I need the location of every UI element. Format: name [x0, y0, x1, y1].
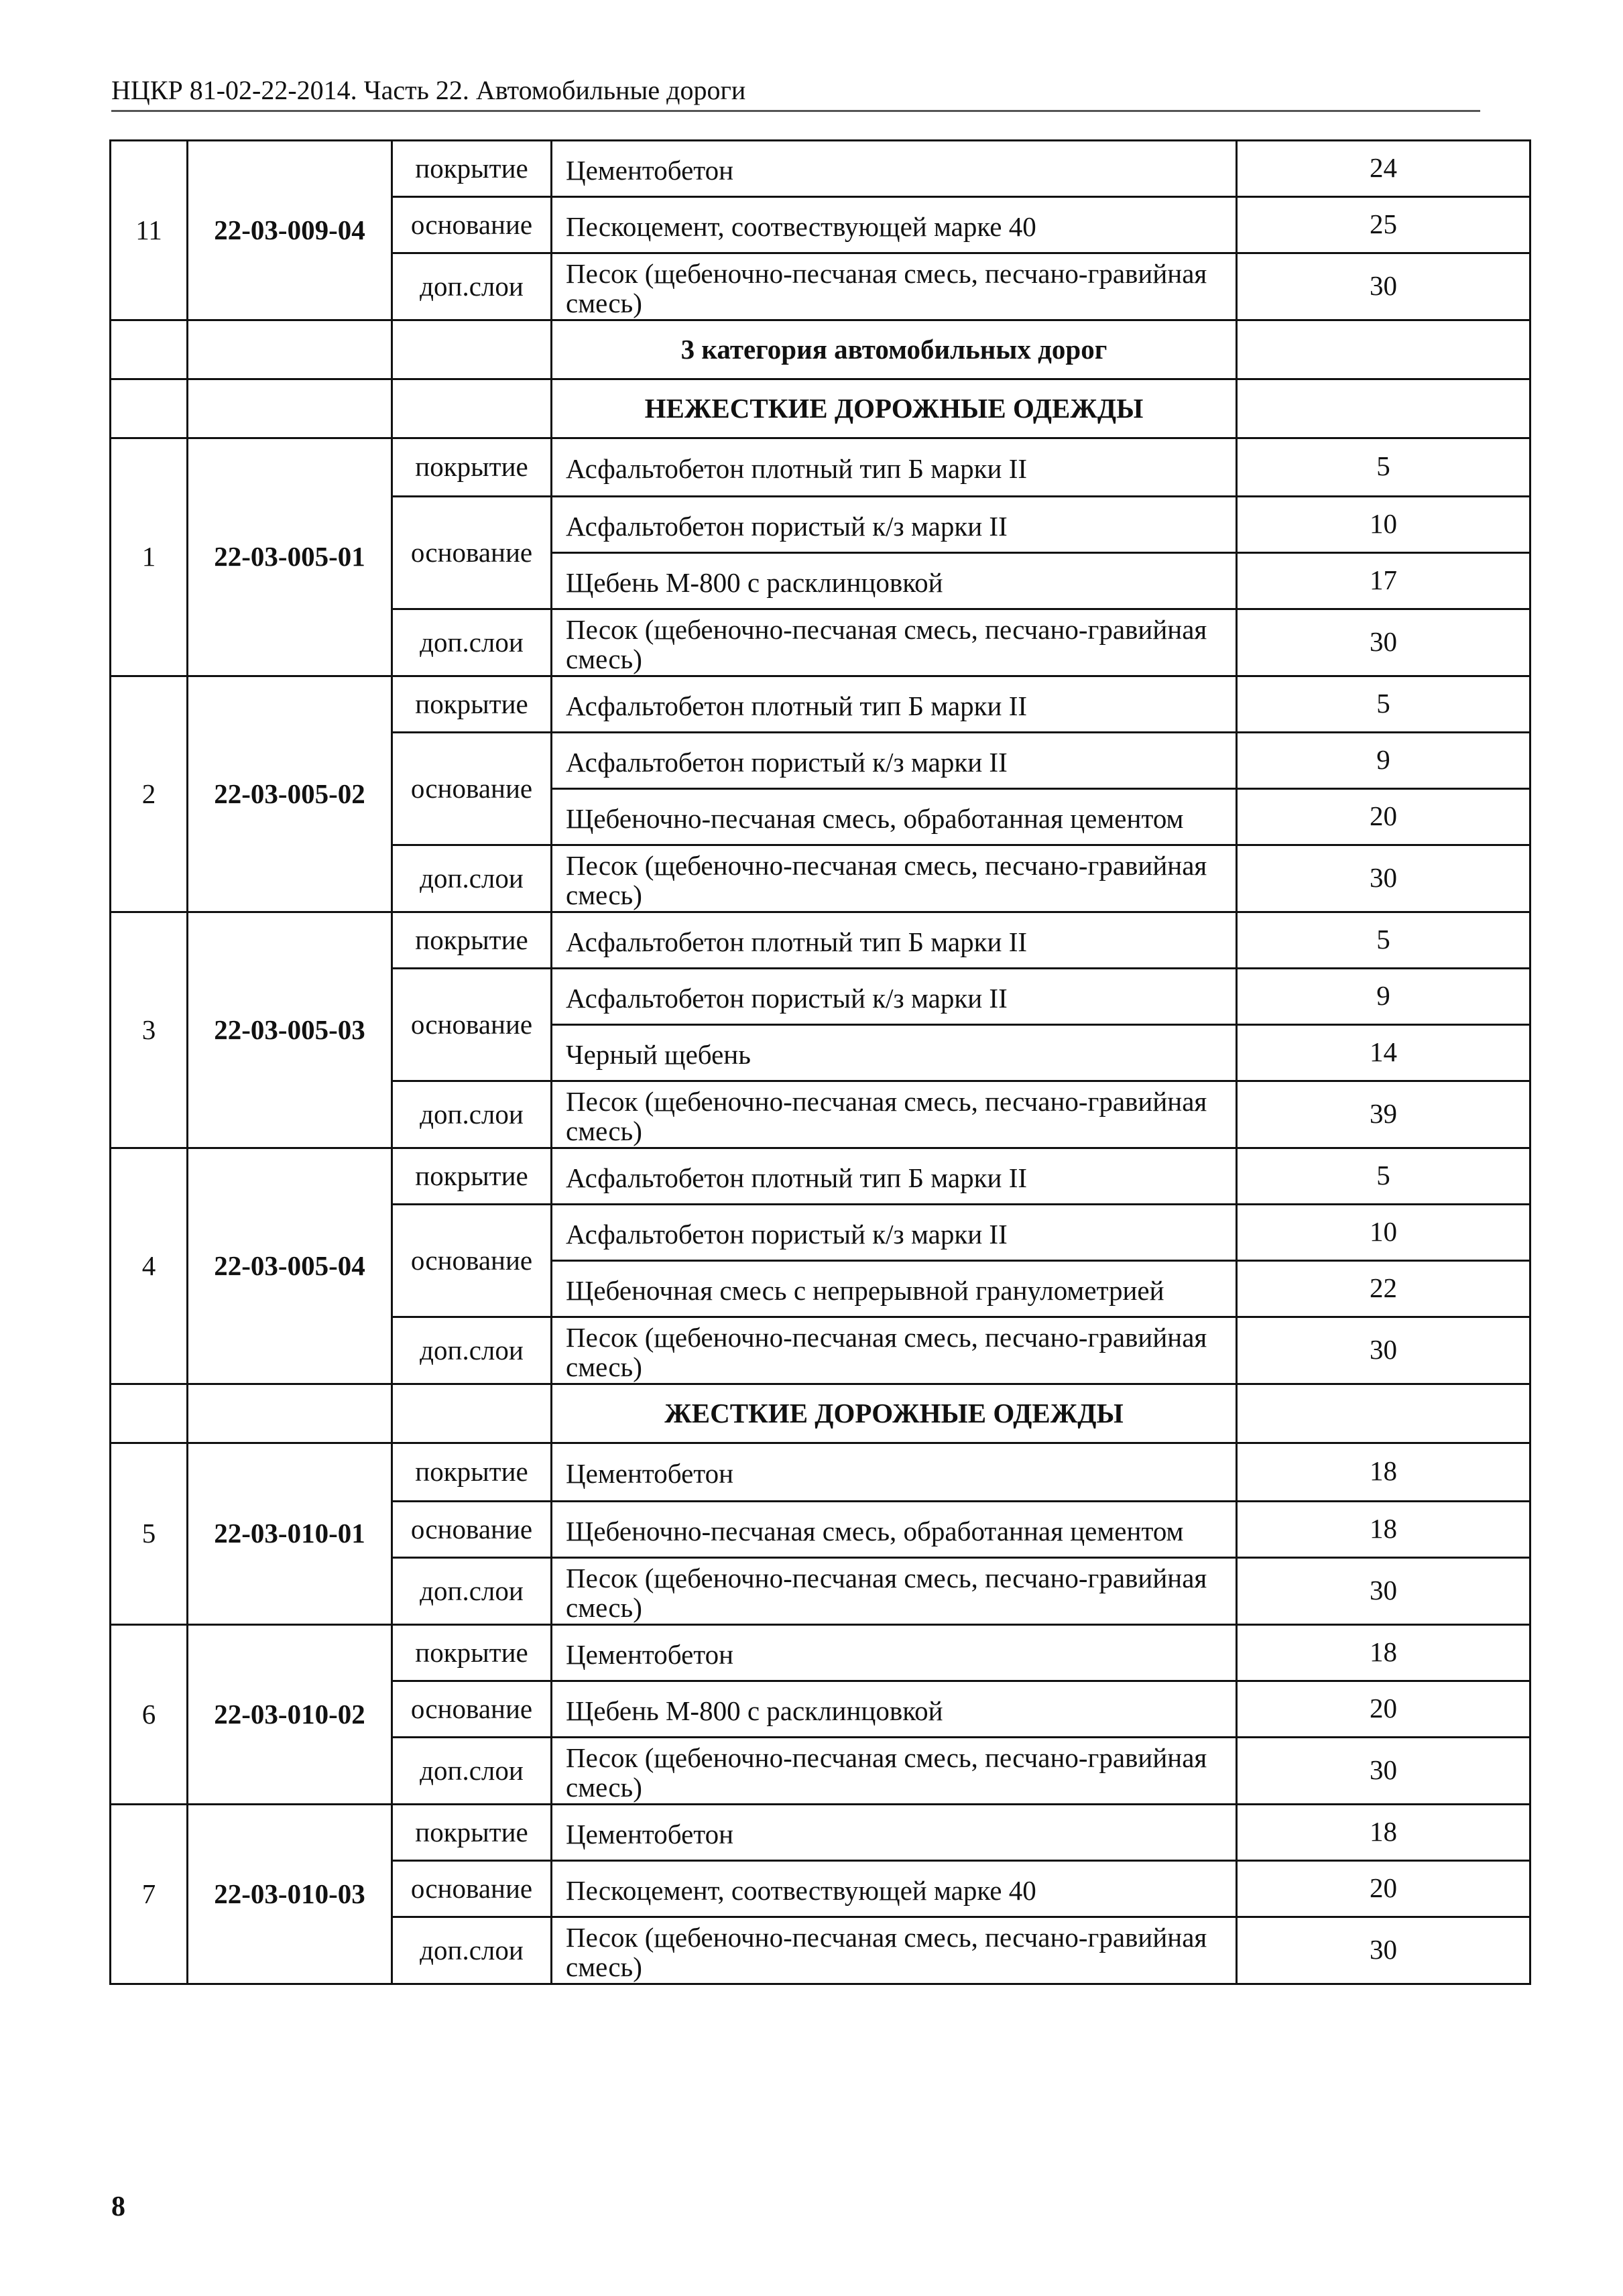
value-cell: 25: [1237, 197, 1530, 253]
layer-extra-label: доп.слои: [392, 609, 552, 676]
layer-extra-label: доп.слои: [392, 1081, 552, 1148]
material-cell: [552, 1738, 1237, 1805]
value-cell: 30: [1237, 845, 1530, 912]
row-number: 3: [111, 912, 188, 1148]
layer-base-label: основание: [392, 1861, 552, 1917]
material-cell: Асфальтобетон плотный тип Б марки II: [552, 1148, 1237, 1205]
table-row: [111, 1805, 1530, 1861]
row-number: 11: [111, 141, 188, 320]
value-cell: 30: [1237, 1917, 1530, 1984]
layer-base-label: основание: [392, 1205, 552, 1317]
value-cell: 9: [1237, 969, 1530, 1025]
sand-line-2: смесь): [566, 1351, 642, 1382]
layer-coating-label: покрытие: [392, 1443, 552, 1502]
layer-extra-label: доп.слои: [392, 1317, 552, 1384]
value-cell: 39: [1237, 1081, 1530, 1148]
value-cell: 18: [1237, 1805, 1530, 1861]
layer-coating-label: покрытие: [392, 912, 552, 969]
page-header: НЦКР 81-02-22-2014. Часть 22. Автомобильные дороги: [111, 72, 1480, 112]
value-cell: 10: [1237, 497, 1530, 553]
material-cell: Асфальтобетон пористый к/з марки II: [552, 969, 1237, 1025]
row-number: 2: [111, 676, 188, 912]
material-cell: Асфальтобетон плотный тип Б марки II: [552, 912, 1237, 969]
sand-line-2: смесь): [566, 1591, 642, 1623]
table-row: [111, 1443, 1530, 1502]
sand-line-1: Песок (щебеночно-песчаная смесь, песчано-гравийная: [566, 850, 1207, 882]
material-cell: [552, 609, 1237, 676]
value-cell: 5: [1237, 676, 1530, 733]
layer-extra-label: доп.слои: [392, 845, 552, 912]
sand-line-1: Песок (щебеночно-песчаная смесь, песчано-гравийная: [566, 258, 1207, 290]
row-number: 5: [111, 1443, 188, 1625]
value-cell: 22: [1237, 1261, 1530, 1317]
row-number: 7: [111, 1805, 188, 1984]
value-cell: 10: [1237, 1205, 1530, 1261]
row-code: 22-03-005-01: [188, 438, 392, 676]
layer-coating-label: покрытие: [392, 438, 552, 497]
value-cell: 18: [1237, 1443, 1530, 1502]
value-cell: 14: [1237, 1025, 1530, 1081]
layer-base-label: основание: [392, 197, 552, 253]
layer-extra-label: доп.слои: [392, 1738, 552, 1805]
section-rigid: ЖЕСТКИЕ ДОРОЖНЫЕ ОДЕЖДЫ: [552, 1384, 1237, 1443]
layer-base-label: основание: [392, 969, 552, 1081]
sand-line-1: Песок (щебеночно-песчаная смесь, песчано-гравийная: [566, 614, 1207, 646]
sand-line-2: смесь): [566, 1771, 642, 1803]
material-cell: [552, 1081, 1237, 1148]
row-code: 22-03-005-04: [188, 1148, 392, 1384]
material-cell: Асфальтобетон пористый к/з марки II: [552, 733, 1237, 789]
value-cell: 30: [1237, 1317, 1530, 1384]
material-cell: [552, 1317, 1237, 1384]
sand-line-2: смесь): [566, 643, 642, 674]
value-cell: 30: [1237, 253, 1530, 320]
value-cell: 30: [1237, 609, 1530, 676]
section-nonrigid: НЕЖЕСТКИЕ ДОРОЖНЫЕ ОДЕЖДЫ: [552, 379, 1237, 438]
table-row: [111, 1384, 1530, 1443]
material-cell: Цементобетон: [552, 1443, 1237, 1502]
row-code: 22-03-005-03: [188, 912, 392, 1148]
row-code: 22-03-010-03: [188, 1805, 392, 1984]
material-cell: [552, 253, 1237, 320]
row-code: 22-03-010-01: [188, 1443, 392, 1625]
table-row: [111, 1625, 1530, 1681]
material-cell: [552, 1917, 1237, 1984]
table-row: [111, 379, 1530, 438]
sand-line-2: смесь): [566, 1951, 642, 1982]
material-cell: Щебень М-800 с расклинцовкой: [552, 553, 1237, 609]
material-cell: [552, 1558, 1237, 1625]
layer-base-label: основание: [392, 733, 552, 845]
value-cell: 20: [1237, 1861, 1530, 1917]
value-cell: 30: [1237, 1738, 1530, 1805]
page-number: 8: [111, 2191, 125, 2222]
material-cell: Пескоцемент, соотвествующей марке 40: [552, 197, 1237, 253]
sand-line-2: смесь): [566, 287, 642, 318]
row-number: 6: [111, 1625, 188, 1805]
row-code: 22-03-010-02: [188, 1625, 392, 1805]
value-cell: 20: [1237, 1681, 1530, 1738]
sand-line-1: Песок (щебеночно-песчаная смесь, песчано-гравийная: [566, 1563, 1207, 1594]
sand-line-1: Песок (щебеночно-песчаная смесь, песчано-гравийная: [566, 1086, 1207, 1117]
layer-extra-label: доп.слои: [392, 1917, 552, 1984]
sand-line-2: смесь): [566, 879, 642, 910]
row-number: 4: [111, 1148, 188, 1384]
layer-base-label: основание: [392, 497, 552, 609]
material-cell: Щебеночно-песчаная смесь, обработанная цементом: [552, 1502, 1237, 1558]
material-cell: Щебень М-800 с расклинцовкой: [552, 1681, 1237, 1738]
material-cell: Асфальтобетон пористый к/з марки II: [552, 497, 1237, 553]
row-code: 22-03-009-04: [188, 141, 392, 320]
table-row: [111, 438, 1530, 497]
value-cell: 9: [1237, 733, 1530, 789]
sand-line-1: Песок (щебеночно-песчаная смесь, песчано-гравийная: [566, 1922, 1207, 1953]
material-cell: Щебеночная смесь с непрерывной гранулометрией: [552, 1261, 1237, 1317]
material-cell: Асфальтобетон плотный тип Б марки II: [552, 438, 1237, 497]
layer-extra-label: доп.слои: [392, 1558, 552, 1625]
table-row: [111, 1148, 1530, 1205]
table-row: [111, 676, 1530, 733]
material-cell: Пескоцемент, соотвествующей марке 40: [552, 1861, 1237, 1917]
material-cell: Черный щебень: [552, 1025, 1237, 1081]
value-cell: 18: [1237, 1502, 1530, 1558]
material-cell: [552, 845, 1237, 912]
value-cell: 17: [1237, 553, 1530, 609]
layer-coating-label: покрытие: [392, 141, 552, 197]
row-code: 22-03-005-02: [188, 676, 392, 912]
pavement-table: [109, 139, 1531, 1985]
category-title: 3 категория автомобильных дорог: [552, 320, 1237, 379]
layer-coating-label: покрытие: [392, 1148, 552, 1205]
layer-base-label: основание: [392, 1502, 552, 1558]
layer-coating-label: покрытие: [392, 1805, 552, 1861]
table-row: [111, 912, 1530, 969]
layer-coating-label: покрытие: [392, 1625, 552, 1681]
material-cell: Асфальтобетон пористый к/з марки II: [552, 1205, 1237, 1261]
sand-line-1: Песок (щебеночно-песчаная смесь, песчано-гравийная: [566, 1742, 1207, 1774]
material-cell: Цементобетон: [552, 1625, 1237, 1681]
row-number: 1: [111, 438, 188, 676]
material-cell: Асфальтобетон плотный тип Б марки II: [552, 676, 1237, 733]
sand-line-2: смесь): [566, 1115, 642, 1146]
value-cell: 20: [1237, 789, 1530, 845]
value-cell: 30: [1237, 1558, 1530, 1625]
sand-line-1: Песок (щебеночно-песчаная смесь, песчано-гравийная: [566, 1322, 1207, 1353]
layer-coating-label: покрытие: [392, 676, 552, 733]
value-cell: 24: [1237, 141, 1530, 197]
material-cell: Щебеночно-песчаная смесь, обработанная цементом: [552, 789, 1237, 845]
material-cell: Цементобетон: [552, 141, 1237, 197]
value-cell: 5: [1237, 438, 1530, 497]
value-cell: 5: [1237, 1148, 1530, 1205]
value-cell: 18: [1237, 1625, 1530, 1681]
table-row: [111, 320, 1530, 379]
layer-base-label: основание: [392, 1681, 552, 1738]
table-row: [111, 141, 1530, 197]
material-cell: Цементобетон: [552, 1805, 1237, 1861]
layer-extra-label: доп.слои: [392, 253, 552, 320]
value-cell: 5: [1237, 912, 1530, 969]
